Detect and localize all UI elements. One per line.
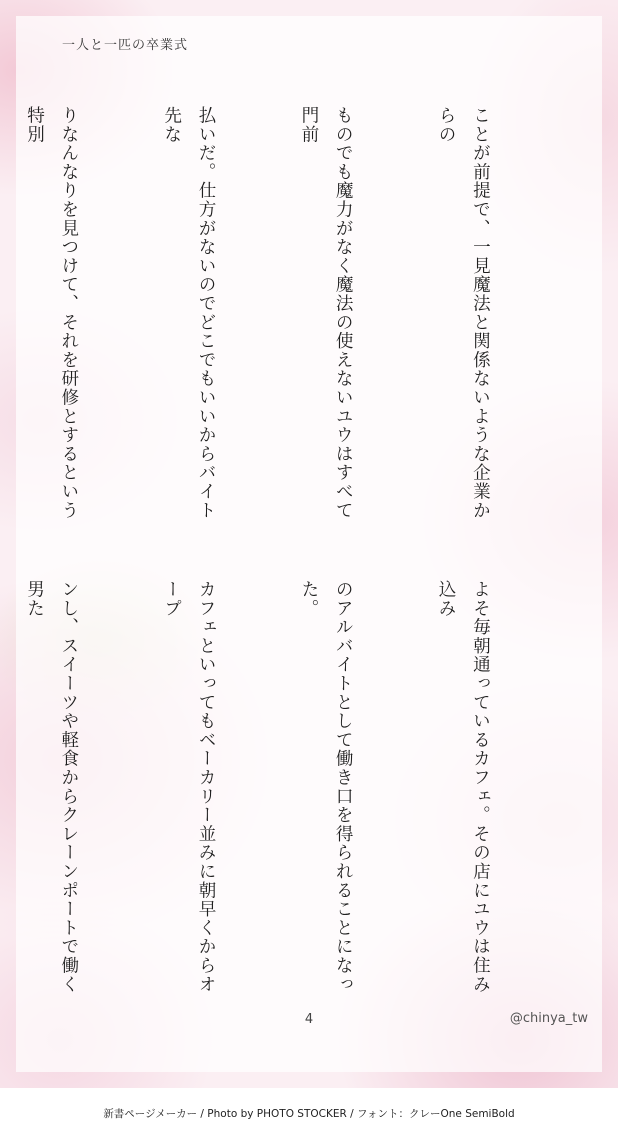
lower-text-block bbox=[0, 580, 566, 994]
text-line: よそ毎朝通っているカフェ。その店にユウは住み込み bbox=[436, 580, 491, 994]
text-line: カフェといってもベーカリー並みに朝早くからオープ bbox=[161, 580, 217, 994]
author-handle: @chinya_tw bbox=[509, 1011, 588, 1026]
text-line: 払いだ。仕方がないのでどこでもいいからバイト先な bbox=[161, 106, 217, 520]
credit-line: 新書ページメーカー / Photo by PHOTO STOCKER / フォント：クレーOne SemiBold bbox=[103, 1108, 515, 1120]
upper-text-block bbox=[0, 106, 566, 520]
text-line: のアルバイトとして働き口を得られることになった。 bbox=[298, 580, 354, 994]
page-number: 4 bbox=[304, 1012, 314, 1027]
running-title: 一人と一匹の卒業式 bbox=[62, 38, 189, 53]
text-line: ことが前提で、一見魔法と関係ないような企業からの bbox=[436, 106, 491, 520]
text-line: ものでも魔力がなく魔法の使えないユウはすべて門前 bbox=[298, 106, 354, 520]
text-line: りなんなりを見つけて、それを研修とするという特別 bbox=[24, 106, 79, 520]
text-line: ンし、スイーツや軽食からクレーンポートで働く男た bbox=[24, 580, 79, 994]
